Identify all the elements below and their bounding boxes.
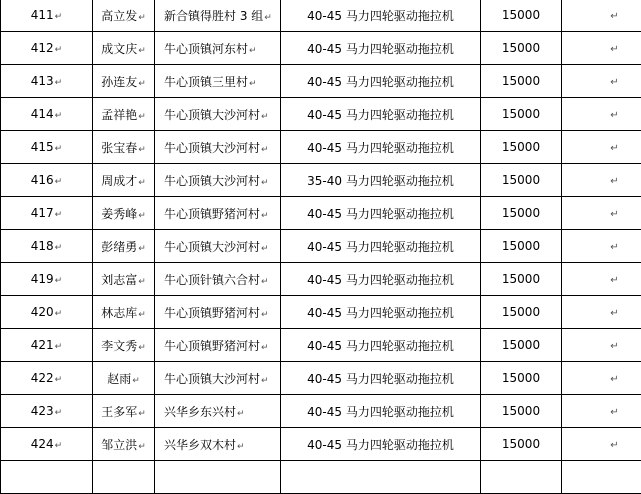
paragraph-mark-icon: ↵ xyxy=(138,409,146,419)
row-number-cell xyxy=(1,164,93,197)
table-row xyxy=(1,230,641,263)
machine-model-cell-text: 40-45 马力四轮驱动拖拉机 xyxy=(307,108,454,122)
row-number-cell xyxy=(1,461,93,494)
address-cell-text: 牛心顶镇河东村 xyxy=(164,42,248,56)
address-cell-text: 牛心顶镇野猪河村 xyxy=(164,207,260,221)
note-cell xyxy=(562,329,641,362)
paragraph-mark-icon: ↵ xyxy=(138,13,146,23)
paragraph-mark-icon: ↵ xyxy=(55,78,63,88)
name-cell-text: 彭绪勇 xyxy=(101,240,137,254)
amount-cell xyxy=(481,263,562,296)
address-cell xyxy=(155,0,281,32)
table-row xyxy=(1,164,641,197)
paragraph-mark-icon: ↵ xyxy=(55,111,63,121)
paragraph-mark-icon: ↵ xyxy=(610,11,618,22)
paragraph-mark-icon: ↵ xyxy=(261,178,269,188)
address-cell xyxy=(155,362,281,395)
name-cell xyxy=(93,65,155,98)
machine-model-cell xyxy=(281,65,481,98)
name-cell-text: 孙连友 xyxy=(101,75,137,89)
amount-cell-text: 15000 xyxy=(502,140,540,154)
name-cell-text: 刘志富 xyxy=(101,273,137,287)
address-cell-text: 牛心顶镇三里村 xyxy=(164,75,248,89)
row-number-cell-text: 422 xyxy=(31,371,54,385)
paragraph-mark-icon: ↵ xyxy=(610,341,618,352)
paragraph-mark-icon: ↵ xyxy=(138,211,146,221)
name-cell xyxy=(93,230,155,263)
table-row xyxy=(1,131,641,164)
name-cell xyxy=(93,428,155,461)
name-cell-text: 姜秀峰 xyxy=(101,207,137,221)
amount-cell xyxy=(481,395,562,428)
amount-cell xyxy=(481,98,562,131)
table-row xyxy=(1,329,641,362)
amount-cell xyxy=(481,164,562,197)
row-number-cell xyxy=(1,98,93,131)
paragraph-mark-icon: ↵ xyxy=(261,310,269,320)
name-cell-text: 邹立洪 xyxy=(101,438,137,452)
row-number-cell-text: 421 xyxy=(31,338,54,352)
address-cell xyxy=(155,164,281,197)
address-cell xyxy=(155,296,281,329)
machine-model-cell xyxy=(281,131,481,164)
paragraph-mark-icon: ↵ xyxy=(261,244,269,254)
row-number-cell-text: 420 xyxy=(31,305,54,319)
name-cell xyxy=(93,131,155,164)
name-cell xyxy=(93,296,155,329)
machine-model-cell xyxy=(281,428,481,461)
address-cell-text: 牛心顶镇大沙河村 xyxy=(164,240,260,254)
paragraph-mark-icon: ↵ xyxy=(261,211,269,221)
machine-model-cell xyxy=(281,32,481,65)
paragraph-mark-icon: ↵ xyxy=(138,112,146,122)
row-number-cell xyxy=(1,197,93,230)
address-cell-text: 牛心顶镇大沙河村 xyxy=(164,108,260,122)
machine-model-cell-text: 40-45 马力四轮驱动拖拉机 xyxy=(307,306,454,320)
paragraph-mark-icon: ↵ xyxy=(55,243,63,253)
table-row xyxy=(1,362,641,395)
table-row xyxy=(1,32,641,65)
name-cell-text: 李文秀 xyxy=(101,339,137,353)
name-cell-text: 林志库 xyxy=(101,306,137,320)
paragraph-mark-icon: ↵ xyxy=(55,441,63,451)
name-cell xyxy=(93,263,155,296)
name-cell xyxy=(93,329,155,362)
paragraph-mark-icon: ↵ xyxy=(138,277,146,287)
address-cell-text: 牛心顶镇大沙河村 xyxy=(164,174,260,188)
machine-model-cell-text: 40-45 马力四轮驱动拖拉机 xyxy=(307,75,454,89)
machine-model-cell xyxy=(281,329,481,362)
paragraph-mark-icon: ↵ xyxy=(138,310,146,320)
paragraph-mark-icon: ↵ xyxy=(610,44,618,55)
row-number-cell-text: 411 xyxy=(31,8,54,22)
paragraph-mark-icon: ↵ xyxy=(261,112,269,122)
amount-cell xyxy=(481,329,562,362)
paragraph-mark-icon: ↵ xyxy=(55,45,63,55)
paragraph-mark-icon: ↵ xyxy=(138,244,146,254)
paragraph-mark-icon: ↵ xyxy=(261,343,269,353)
paragraph-mark-icon: ↵ xyxy=(55,375,63,385)
paragraph-mark-icon: ↵ xyxy=(55,309,63,319)
name-cell-text: 高立发 xyxy=(101,9,137,23)
paragraph-mark-icon: ↵ xyxy=(132,376,140,386)
machine-model-cell-text: 40-45 马力四轮驱动拖拉机 xyxy=(307,273,454,287)
note-cell xyxy=(562,98,641,131)
paragraph-mark-icon: ↵ xyxy=(138,178,146,188)
amount-cell xyxy=(481,428,562,461)
row-number-cell-text: 416 xyxy=(31,173,54,187)
row-number-cell xyxy=(1,296,93,329)
paragraph-mark-icon: ↵ xyxy=(249,46,257,56)
row-number-cell-text: 419 xyxy=(31,272,54,286)
note-cell xyxy=(562,0,641,32)
amount-cell xyxy=(481,362,562,395)
machine-model-cell xyxy=(281,98,481,131)
machine-model-cell xyxy=(281,164,481,197)
paragraph-mark-icon: ↵ xyxy=(55,408,63,418)
paragraph-mark-icon: ↵ xyxy=(138,46,146,56)
row-number-cell-text: 414 xyxy=(31,107,54,121)
paragraph-mark-icon: ↵ xyxy=(261,376,269,386)
table-row xyxy=(1,197,641,230)
paragraph-mark-icon: ↵ xyxy=(55,276,63,286)
row-number-cell xyxy=(1,329,93,362)
amount-cell-text: 15000 xyxy=(502,74,540,88)
row-number-cell-text: 417 xyxy=(31,206,54,220)
note-cell xyxy=(562,428,641,461)
address-cell xyxy=(155,98,281,131)
note-cell xyxy=(562,32,641,65)
row-number-cell xyxy=(1,428,93,461)
address-cell-text: 新合镇得胜村 3 组 xyxy=(164,9,263,23)
address-cell xyxy=(155,263,281,296)
note-cell xyxy=(562,461,641,494)
amount-cell-text: 15000 xyxy=(502,272,540,286)
paragraph-mark-icon: ↵ xyxy=(610,77,618,88)
table-row xyxy=(1,98,641,131)
paragraph-mark-icon: ↵ xyxy=(249,79,257,89)
name-cell-text: 孟祥艳 xyxy=(101,108,137,122)
paragraph-mark-icon: ↵ xyxy=(610,440,618,451)
paragraph-mark-icon: ↵ xyxy=(610,209,618,220)
name-cell xyxy=(93,362,155,395)
machine-model-cell xyxy=(281,0,481,32)
name-cell xyxy=(93,395,155,428)
table-row xyxy=(1,65,641,98)
machine-model-cell-text: 40-45 马力四轮驱动拖拉机 xyxy=(307,240,454,254)
amount-cell-text: 15000 xyxy=(502,305,540,319)
amount-cell xyxy=(481,197,562,230)
amount-cell xyxy=(481,32,562,65)
name-cell xyxy=(93,32,155,65)
row-number-cell-text: 415 xyxy=(31,140,54,154)
table-row xyxy=(1,296,641,329)
machine-model-cell xyxy=(281,461,481,494)
machine-model-cell-text: 40-45 马力四轮驱动拖拉机 xyxy=(307,207,454,221)
machine-model-cell-text: 40-45 马力四轮驱动拖拉机 xyxy=(307,42,454,56)
amount-cell xyxy=(481,296,562,329)
paragraph-mark-icon: ↵ xyxy=(237,409,245,419)
note-cell xyxy=(562,296,641,329)
row-number-cell xyxy=(1,32,93,65)
address-cell-text: 兴华乡双木村 xyxy=(164,438,236,452)
machine-model-cell xyxy=(281,395,481,428)
paragraph-mark-icon: ↵ xyxy=(138,145,146,155)
machine-model-cell-text: 35-40 马力四轮驱动拖拉机 xyxy=(307,174,454,188)
address-cell xyxy=(155,428,281,461)
row-number-cell xyxy=(1,395,93,428)
note-cell xyxy=(562,65,641,98)
amount-cell xyxy=(481,65,562,98)
name-cell-text: 王多军 xyxy=(101,405,137,419)
address-cell xyxy=(155,329,281,362)
amount-cell-text: 15000 xyxy=(502,338,540,352)
name-cell-text: 张宝春 xyxy=(101,141,137,155)
paragraph-mark-icon: ↵ xyxy=(610,242,618,253)
address-cell-text: 牛心顶镇野猪河村 xyxy=(164,339,260,353)
machine-model-cell-text: 40-45 马力四轮驱动拖拉机 xyxy=(307,339,454,353)
paragraph-mark-icon: ↵ xyxy=(138,442,146,452)
amount-cell-text: 15000 xyxy=(502,437,540,451)
row-number-cell-text: 413 xyxy=(31,74,54,88)
address-cell-text: 兴华乡东兴村 xyxy=(164,405,236,419)
amount-cell xyxy=(481,461,562,494)
paragraph-mark-icon: ↵ xyxy=(261,277,269,287)
paragraph-mark-icon: ↵ xyxy=(55,210,63,220)
machine-model-cell xyxy=(281,263,481,296)
note-cell xyxy=(562,263,641,296)
paragraph-mark-icon: ↵ xyxy=(610,110,618,121)
address-cell-text: 牛心顶针镇六合村 xyxy=(164,273,260,287)
table-row xyxy=(1,395,641,428)
note-cell xyxy=(562,131,641,164)
address-cell-text: 牛心顶镇野猪河村 xyxy=(164,306,260,320)
note-cell xyxy=(562,164,641,197)
table-body xyxy=(1,0,641,494)
paragraph-mark-icon: ↵ xyxy=(55,177,63,187)
row-number-cell xyxy=(1,0,93,32)
name-cell-text: 成文庆 xyxy=(101,42,137,56)
machine-model-cell-text: 40-45 马力四轮驱动拖拉机 xyxy=(307,405,454,419)
paragraph-mark-icon: ↵ xyxy=(55,342,63,352)
paragraph-mark-icon: ↵ xyxy=(55,12,63,22)
note-cell xyxy=(562,197,641,230)
amount-cell xyxy=(481,230,562,263)
name-cell xyxy=(93,0,155,32)
address-cell-text: 牛心顶镇大沙河村 xyxy=(164,372,260,386)
paragraph-mark-icon: ↵ xyxy=(610,308,618,319)
address-cell xyxy=(155,131,281,164)
machine-model-cell-text: 40-45 马力四轮驱动拖拉机 xyxy=(307,9,454,23)
name-cell-text: 赵雨 xyxy=(107,372,131,386)
amount-cell xyxy=(481,131,562,164)
row-number-cell xyxy=(1,263,93,296)
row-number-cell xyxy=(1,131,93,164)
note-cell xyxy=(562,362,641,395)
paragraph-mark-icon: ↵ xyxy=(138,343,146,353)
paragraph-mark-icon: ↵ xyxy=(610,275,618,286)
amount-cell-text: 15000 xyxy=(502,41,540,55)
row-number-cell-text: 423 xyxy=(31,404,54,418)
machine-model-cell-text: 40-45 马力四轮驱动拖拉机 xyxy=(307,438,454,452)
paragraph-mark-icon: ↵ xyxy=(237,442,245,452)
row-number-cell-text: 418 xyxy=(31,239,54,253)
address-cell xyxy=(155,197,281,230)
row-number-cell-text: 424 xyxy=(31,437,54,451)
paragraph-mark-icon: ↵ xyxy=(610,143,618,154)
address-cell xyxy=(155,461,281,494)
row-number-cell xyxy=(1,65,93,98)
amount-cell-text: 15000 xyxy=(502,107,540,121)
table-row xyxy=(1,461,641,494)
paragraph-mark-icon: ↵ xyxy=(261,145,269,155)
table-row xyxy=(1,0,641,32)
address-cell xyxy=(155,230,281,263)
name-cell-text: 周成才 xyxy=(101,174,137,188)
table-row xyxy=(1,428,641,461)
paragraph-mark-icon: ↵ xyxy=(610,176,618,187)
name-cell xyxy=(93,197,155,230)
note-cell xyxy=(562,395,641,428)
amount-cell-text: 15000 xyxy=(502,8,540,22)
address-cell xyxy=(155,32,281,65)
paragraph-mark-icon: ↵ xyxy=(610,407,618,418)
paragraph-mark-icon: ↵ xyxy=(264,13,272,23)
machine-model-cell xyxy=(281,362,481,395)
machine-model-cell xyxy=(281,197,481,230)
amount-cell-text: 15000 xyxy=(502,173,540,187)
machine-model-cell-text: 40-45 马力四轮驱动拖拉机 xyxy=(307,141,454,155)
amount-cell-text: 15000 xyxy=(502,239,540,253)
row-number-cell xyxy=(1,362,93,395)
paragraph-mark-icon: ↵ xyxy=(55,144,63,154)
row-number-cell xyxy=(1,230,93,263)
name-cell xyxy=(93,98,155,131)
address-cell-text: 牛心顶镇大沙河村 xyxy=(164,141,260,155)
note-cell xyxy=(562,230,641,263)
name-cell xyxy=(93,461,155,494)
paragraph-mark-icon: ↵ xyxy=(138,79,146,89)
amount-cell-text: 15000 xyxy=(502,206,540,220)
amount-cell-text: 15000 xyxy=(502,404,540,418)
row-number-cell-text: 412 xyxy=(31,41,54,55)
machine-model-cell xyxy=(281,230,481,263)
amount-cell-text: 15000 xyxy=(502,371,540,385)
machine-model-cell xyxy=(281,296,481,329)
machine-model-cell-text: 40-45 马力四轮驱动拖拉机 xyxy=(307,372,454,386)
table-row xyxy=(1,263,641,296)
address-cell xyxy=(155,395,281,428)
amount-cell xyxy=(481,0,562,32)
address-cell xyxy=(155,65,281,98)
paragraph-mark-icon: ↵ xyxy=(610,374,618,385)
name-cell xyxy=(93,164,155,197)
